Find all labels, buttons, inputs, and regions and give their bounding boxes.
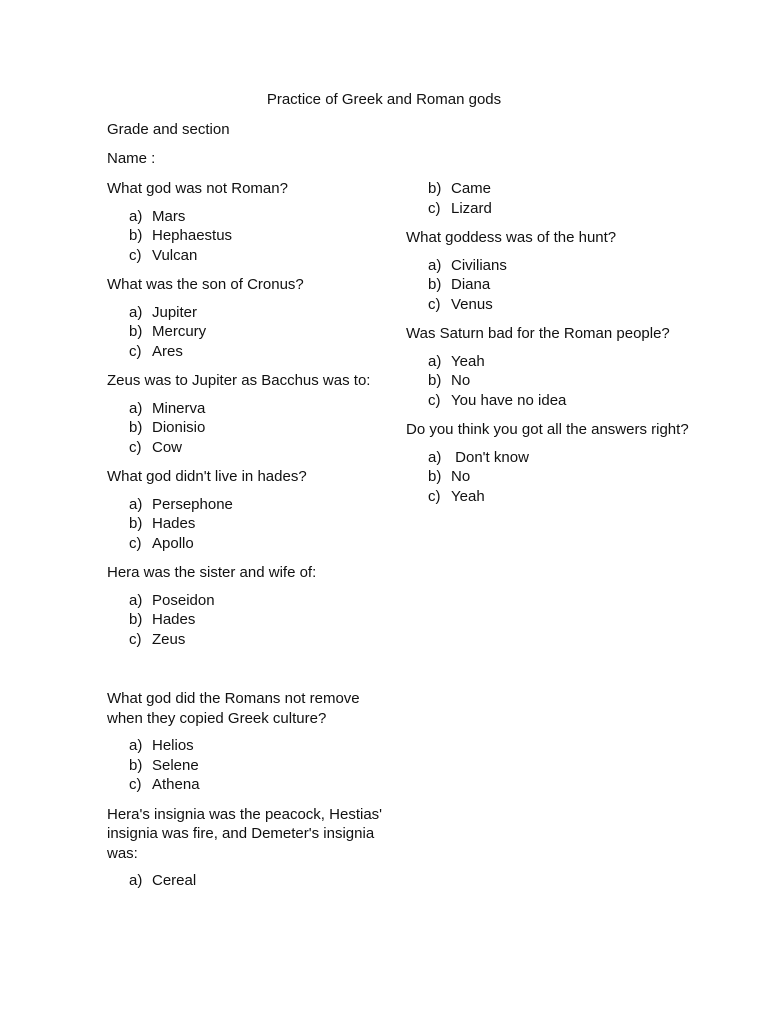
- name-field: Name :: [107, 150, 156, 167]
- question-text: What goddess was of the hunt?: [406, 229, 617, 246]
- option-letter: a): [129, 207, 143, 225]
- option-letter: c): [428, 487, 441, 505]
- option-text: Helios: [152, 737, 194, 754]
- option-item: [406, 371, 696, 391]
- option-text: Cereal: [152, 872, 197, 889]
- question-block: [406, 228, 696, 314]
- option-text: Lizard: [451, 199, 492, 217]
- question-text: Hera was the sister and wife of:: [107, 564, 317, 581]
- question-text: What god did the Romans not remove when they copied Greek culture?: [107, 690, 360, 727]
- option-letter: c): [428, 199, 441, 217]
- option-item: [107, 322, 397, 342]
- option-list: [107, 495, 397, 554]
- option-letter: c): [129, 630, 142, 648]
- option-letter: a): [428, 352, 442, 370]
- option-letter: b): [129, 323, 143, 340]
- question-block: [107, 275, 397, 361]
- question-text: What was the son of Cronus?: [107, 276, 304, 293]
- option-item: [107, 630, 397, 650]
- option-letter: b): [428, 372, 442, 389]
- option-text: Minerva: [152, 399, 206, 417]
- option-item: [107, 303, 397, 323]
- option-text: Zeus: [152, 630, 186, 648]
- option-letter: c): [129, 776, 142, 793]
- option-item: [406, 448, 696, 468]
- option-letter: a): [428, 448, 442, 466]
- option-list-continued: [406, 179, 696, 218]
- option-letter: b): [428, 468, 442, 485]
- left-column: [107, 179, 397, 901]
- option-letter: c): [129, 246, 142, 264]
- option-letter: a): [129, 872, 143, 889]
- question-block: [107, 689, 397, 795]
- question-text: Do you think you got all the answers right?: [406, 421, 689, 438]
- option-text: You have no idea: [451, 391, 567, 409]
- option-item: [406, 275, 696, 295]
- option-letter: b): [428, 180, 442, 197]
- question-text: Hera's insignia was the peacock, Hestias' insignia was fire, and Demeter's insignia was:: [107, 805, 383, 862]
- grade-section-field: Grade and section: [107, 121, 230, 138]
- option-letter: c): [129, 534, 142, 552]
- option-item: [406, 467, 696, 487]
- option-item: [406, 179, 696, 199]
- option-letter: c): [428, 391, 441, 409]
- page-title: Practice of Greek and Roman gods: [266, 91, 502, 108]
- option-letter: b): [129, 419, 143, 436]
- option-item: [107, 736, 397, 756]
- option-text: Diana: [451, 276, 491, 293]
- option-list: [107, 871, 397, 891]
- option-letter: a): [428, 256, 442, 274]
- option-text: Dionisio: [152, 419, 206, 436]
- question-text: What god didn't live in hades?: [107, 468, 307, 485]
- question-text: Zeus was to Jupiter as Bacchus was to:: [107, 372, 371, 389]
- option-text: Came: [451, 180, 492, 197]
- option-item: [406, 199, 696, 219]
- option-letter: a): [129, 303, 143, 321]
- option-text: Hades: [152, 515, 196, 532]
- option-letter: b): [428, 276, 442, 293]
- option-item: [406, 487, 696, 507]
- option-letter: a): [129, 737, 143, 754]
- option-letter: a): [129, 591, 143, 609]
- option-text: Venus: [451, 295, 493, 313]
- option-letter: c): [129, 342, 142, 360]
- option-text: Mars: [152, 207, 186, 225]
- option-list: [406, 448, 696, 507]
- option-item: [107, 207, 397, 227]
- question-block: [107, 179, 397, 265]
- option-item: [107, 514, 397, 534]
- option-item: [107, 438, 397, 458]
- option-item: [107, 342, 397, 362]
- question-block: [107, 467, 397, 553]
- option-text: Civilians: [451, 256, 507, 274]
- option-text: Vulcan: [152, 246, 198, 264]
- option-text: Selene: [152, 756, 199, 774]
- question-block: [107, 805, 397, 891]
- question-block: [107, 371, 397, 457]
- option-text: No: [451, 468, 471, 485]
- option-list: [107, 303, 397, 362]
- option-text: Yeah: [451, 487, 485, 505]
- question-block: [406, 420, 696, 506]
- option-letter: a): [129, 495, 143, 513]
- option-list: [406, 352, 696, 411]
- option-list: [107, 207, 397, 266]
- option-text: Apollo: [152, 534, 194, 552]
- spacer: [107, 659, 397, 689]
- option-letter: b): [129, 227, 143, 244]
- option-item: [107, 246, 397, 266]
- question-block: [406, 324, 696, 410]
- option-text: Hephaestus: [152, 227, 233, 244]
- option-item: [406, 256, 696, 276]
- option-text: Yeah: [451, 352, 485, 370]
- option-item: [406, 295, 696, 315]
- question-block: [107, 563, 397, 649]
- option-list: [107, 399, 397, 458]
- option-letter: b): [129, 611, 143, 628]
- option-list: [406, 256, 696, 315]
- option-text: Persephone: [152, 495, 233, 513]
- option-item: [107, 871, 397, 891]
- question-text: What god was not Roman?: [107, 180, 288, 197]
- question-text: Was Saturn bad for the Roman people?: [406, 325, 670, 342]
- option-text: Poseidon: [152, 591, 215, 609]
- option-item: [107, 495, 397, 515]
- option-text: Cow: [152, 438, 183, 456]
- option-text: Don't know: [451, 448, 529, 466]
- option-letter: b): [129, 756, 143, 774]
- option-item: [107, 226, 397, 246]
- option-item: [107, 399, 397, 419]
- option-text: Hades: [152, 611, 196, 628]
- option-text: Ares: [152, 342, 183, 360]
- option-text: Athena: [152, 776, 200, 793]
- option-text: No: [451, 372, 471, 389]
- option-item: [406, 352, 696, 372]
- option-letter: c): [129, 438, 142, 456]
- option-list: [107, 591, 397, 650]
- option-letter: a): [129, 399, 143, 417]
- option-letter: b): [129, 515, 143, 532]
- option-item: [107, 534, 397, 554]
- option-item: [107, 591, 397, 611]
- right-column: [406, 179, 696, 516]
- option-letter: c): [428, 295, 441, 313]
- option-item: [107, 610, 397, 630]
- option-item: [107, 756, 397, 776]
- option-text: Jupiter: [152, 303, 198, 321]
- option-item: [107, 775, 397, 795]
- option-item: [406, 391, 696, 411]
- option-item: [107, 418, 397, 438]
- option-list: [107, 736, 397, 795]
- option-text: Mercury: [152, 323, 207, 340]
